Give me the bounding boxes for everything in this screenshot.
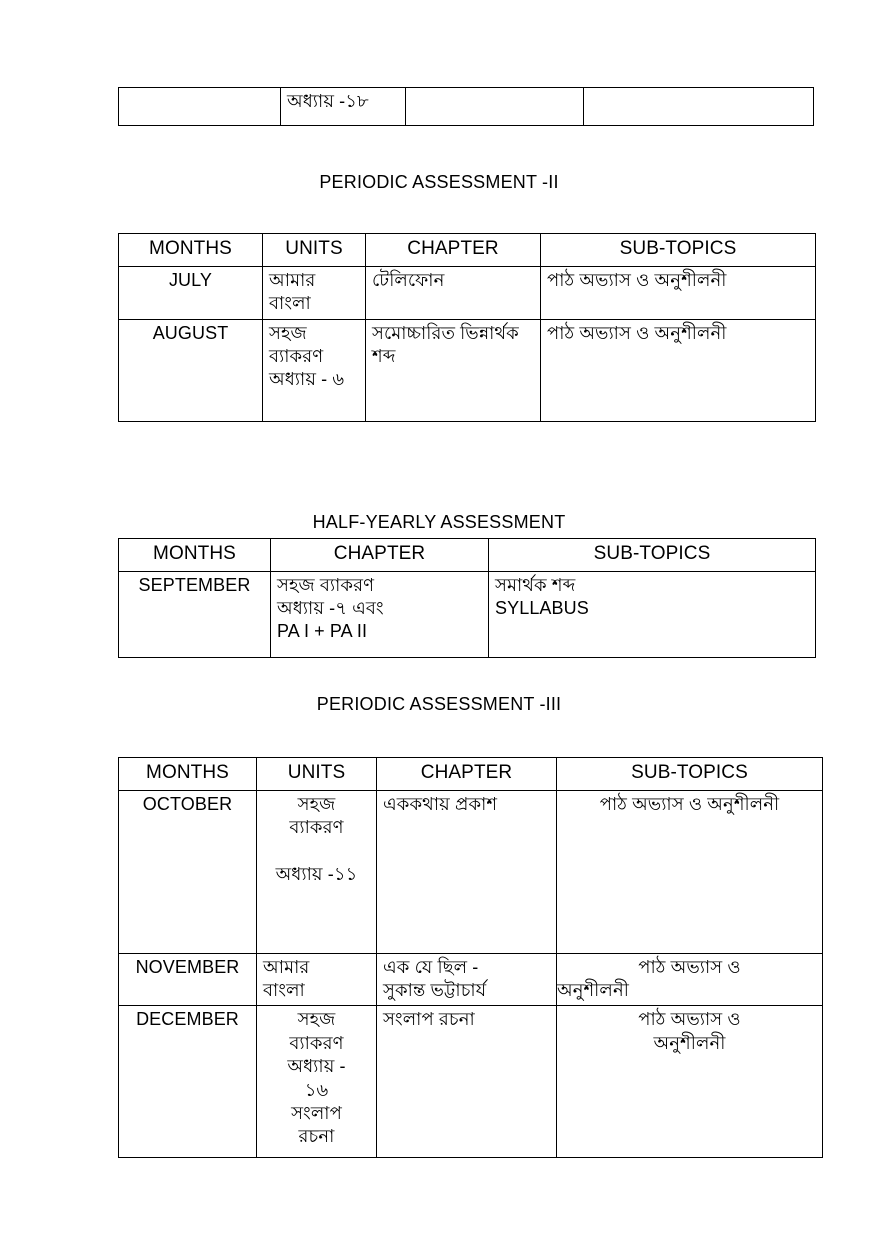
table-row [119, 88, 814, 126]
cell-months: AUGUST [119, 319, 263, 421]
chapter-line-3: PA I + PA II [277, 621, 368, 642]
cell-chapter: এককথায় প্রকাশ [377, 790, 557, 953]
half-yearly-assessment-table [118, 538, 816, 658]
cell-subtopics: পাঠ অভ্যাস ও অনুশীলনী [541, 319, 816, 421]
subtopics-line-1: সমার্থক শব্দ [495, 574, 576, 595]
cell-chapter: সমোচ্চারিত ভিন্নার্থক শব্দ [366, 319, 541, 421]
subtopics-line-2: অনুশীলনী [653, 1032, 726, 1053]
unit-line-2: ব্যাকরণ [289, 817, 344, 838]
table-header-row [119, 539, 816, 572]
unit-line-1: সহজ [297, 793, 336, 814]
cell-chapter [377, 953, 557, 1006]
unit-line-2: বাংলা [263, 980, 305, 1001]
table-header-row [119, 234, 816, 267]
table-row [119, 790, 823, 953]
unit-line-1: আমার [263, 956, 310, 977]
cell-months: NOVEMBER [119, 953, 257, 1006]
table-row [119, 571, 816, 657]
unit-line-1: সহজ [297, 1009, 336, 1030]
column-header-subtopics: SUB-TOPICS [557, 758, 823, 791]
unit-line-3: অধ্যায় - [287, 1056, 346, 1077]
periodic-assessment-3-table [118, 757, 823, 1158]
cell-subtopics [557, 1006, 823, 1158]
cell-units: সহজ ব্যাকরণ অধ্যায় - ৬ [263, 319, 366, 421]
column-header-months: MONTHS [119, 234, 263, 267]
column-header-subtopics: SUB-TOPICS [541, 234, 816, 267]
table-row [119, 319, 816, 421]
cell-chapter: সংলাপ রচনা [377, 1006, 557, 1158]
cell-months: JULY [119, 266, 263, 319]
column-header-units: UNITS [257, 758, 377, 791]
chapter-line-1: সহজ ব্যাকরণ [277, 574, 375, 595]
column-header-months: MONTHS [119, 539, 271, 572]
cell-chapter [271, 571, 489, 657]
cell-subtopics [584, 88, 814, 126]
column-header-subtopics: SUB-TOPICS [489, 539, 816, 572]
unit-line-3: অধ্যায় -১১ [275, 863, 358, 884]
cell-subtopics [557, 953, 823, 1006]
periodic-assessment-2-table [118, 233, 816, 422]
column-header-units: UNITS [263, 234, 366, 267]
cell-months: OCTOBER [119, 790, 257, 953]
cell-units [257, 1006, 377, 1158]
subtopics-line-1: পাঠ অভ্যাস ও [638, 956, 741, 977]
subtopics-line-2: অনুশীলনী [557, 980, 629, 1001]
cell-units: অধ্যায় -১৮ [281, 88, 406, 126]
unit-line-2: ব্যাকরণ [289, 1032, 344, 1053]
chapter-line-2: অধ্যায় -৭ এবং [277, 598, 384, 619]
cell-units [257, 953, 377, 1006]
table-row [119, 953, 823, 1006]
column-header-chapter: CHAPTER [377, 758, 557, 791]
continuation-table [118, 87, 814, 126]
cell-chapter [406, 88, 584, 126]
cell-units [257, 790, 377, 953]
cell-months [119, 88, 281, 126]
unit-line-6: রচনা [298, 1126, 335, 1147]
column-header-months: MONTHS [119, 758, 257, 791]
cell-months: DECEMBER [119, 1006, 257, 1158]
unit-line-5: সংলাপ [291, 1103, 342, 1124]
table-header-row [119, 758, 823, 791]
subtopics-line-1: পাঠ অভ্যাস ও [638, 1009, 741, 1030]
cell-months: SEPTEMBER [119, 571, 271, 657]
chapter-line-1: এক যে ছিল - [383, 956, 479, 977]
column-header-chapter: CHAPTER [366, 234, 541, 267]
section-caption-half-yearly-assessment: HALF-YEARLY ASSESSMENT [312, 512, 566, 532]
cell-chapter: টেলিফোন [366, 266, 541, 319]
table-row [119, 1006, 823, 1158]
unit-blank-line [263, 839, 370, 862]
cell-subtopics [489, 571, 816, 657]
section-caption-periodic-assessment-2: PERIODIC ASSESSMENT -II [319, 172, 559, 192]
cell-subtopics: পাঠ অভ্যাস ও অনুশীলনী [541, 266, 816, 319]
cell-units: আমার বাংলা [263, 266, 366, 319]
column-header-chapter: CHAPTER [271, 539, 489, 572]
chapter-line-2: সুকান্ত ভট্টাচার্য [383, 980, 487, 1001]
table-row [119, 266, 816, 319]
subtopics-line-2: SYLLABUS [495, 598, 589, 619]
unit-line-4: ১৬ [304, 1079, 329, 1100]
section-caption-periodic-assessment-3: PERIODIC ASSESSMENT -III [316, 694, 562, 714]
cell-subtopics: পাঠ অভ্যাস ও অনুশীলনী [557, 790, 823, 953]
